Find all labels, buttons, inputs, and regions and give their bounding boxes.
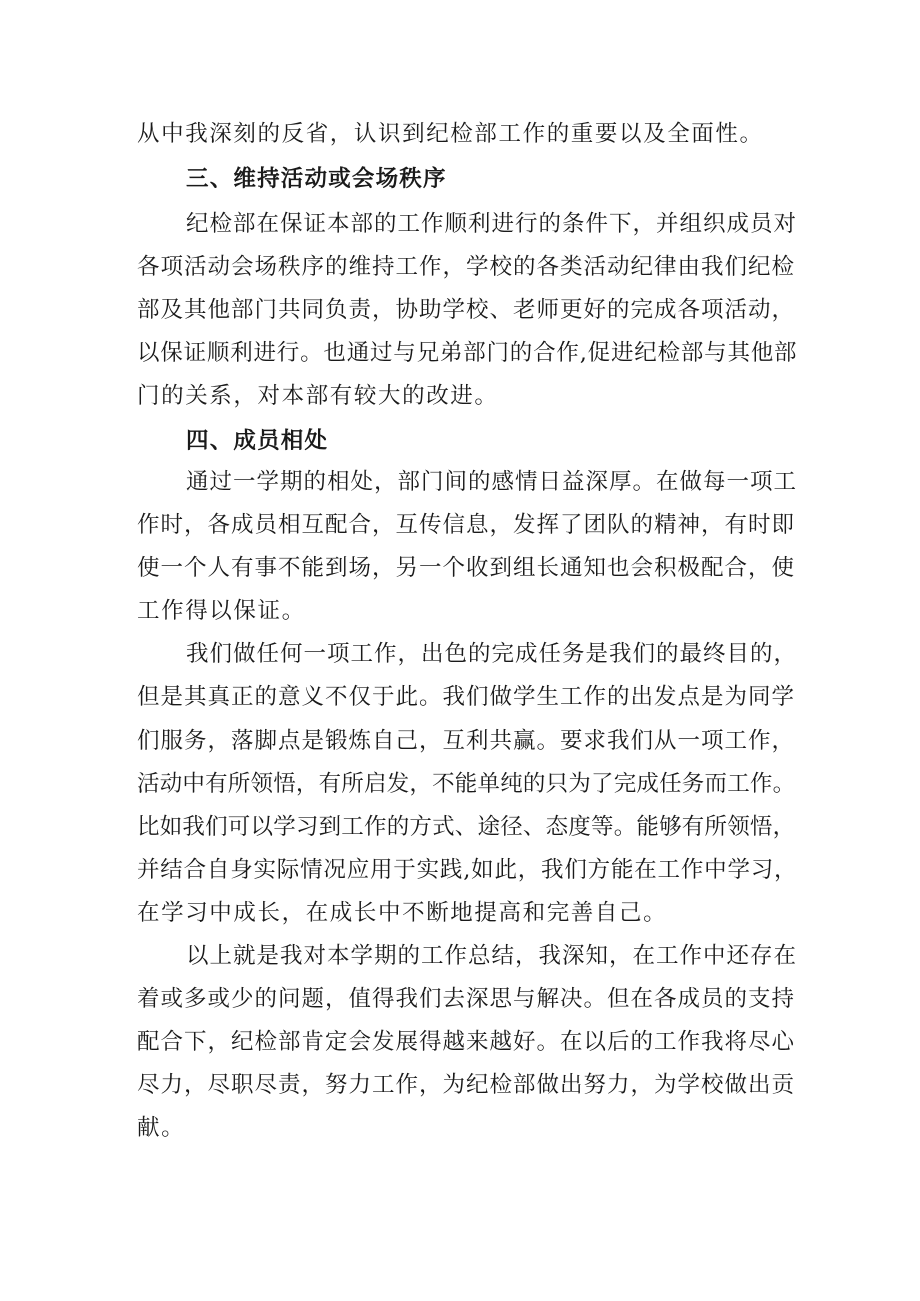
text-line: 比如我们可以学习到工作的方式、途径、态度等。能够有所领悟， [137, 814, 796, 840]
text-line: 着或多或少的问题，值得我们去深思与解决。但在各成员的支持 [137, 986, 796, 1012]
text-line: 我们做任何一项工作，出色的完成任务是我们的最终目的， [186, 641, 798, 667]
text-line: 通过一学期的相处，部门间的感情日益深厚。在做每一项工 [186, 469, 798, 495]
text-line: 部及其他部门共同负责，协助学校、老师更好的完成各项活动， [137, 297, 796, 323]
text-line: 工作得以保证。 [137, 598, 306, 624]
text-line: 们服务，落脚点是锻炼自己，互利共赢。要求我们从一项工作， [137, 728, 796, 754]
text-line: 尽力，尽职尽责，努力工作，为纪检部做出努力，为学校做出贡 [137, 1072, 796, 1098]
text-line: 以上就是我对本学期的工作总结，我深知，在工作中还存在 [186, 943, 798, 969]
section-heading-3: 三、维持活动或会场秩序 [186, 166, 447, 192]
text-line: 使一个人有事不能到场，另一个收到组长通知也会积极配合，使 [137, 555, 796, 581]
section-heading-4: 四、成员相处 [186, 428, 329, 454]
text-line: 在学习中成长，在成长中不断地提高和完善自己。 [137, 900, 668, 926]
text-line: 以保证顺利进行。也通过与兄弟部门的合作,促进纪检部与其他部 [137, 340, 798, 366]
text-line: 门的关系，对本部有较大的改进。 [137, 383, 499, 409]
text-line: 作时，各成员相互配合，互传信息，发挥了团队的精神，有时即 [137, 512, 796, 538]
text-line: 献。 [137, 1115, 186, 1141]
text-line: 活动中有所领悟，有所启发，不能单纯的只为了完成任务而工作。 [137, 771, 796, 797]
text-line: 并结合自身实际情况应用于实践,如此，我们方能在工作中学习， [137, 857, 798, 883]
text-line: 各项活动会场秩序的维持工作，学校的各类活动纪律由我们纪检 [137, 254, 796, 280]
text-line: 纪检部在保证本部的工作顺利进行的条件下，并组织成员对 [186, 211, 798, 237]
text-line: 从中我深刻的反省，认识到纪检部工作的重要以及全面性。 [137, 121, 764, 147]
text-line: 配合下，纪检部肯定会发展得越来越好。在以后的工作我将尽心 [137, 1029, 796, 1055]
text-line: 但是其真正的意义不仅于此。我们做学生工作的出发点是为同学 [137, 684, 796, 710]
